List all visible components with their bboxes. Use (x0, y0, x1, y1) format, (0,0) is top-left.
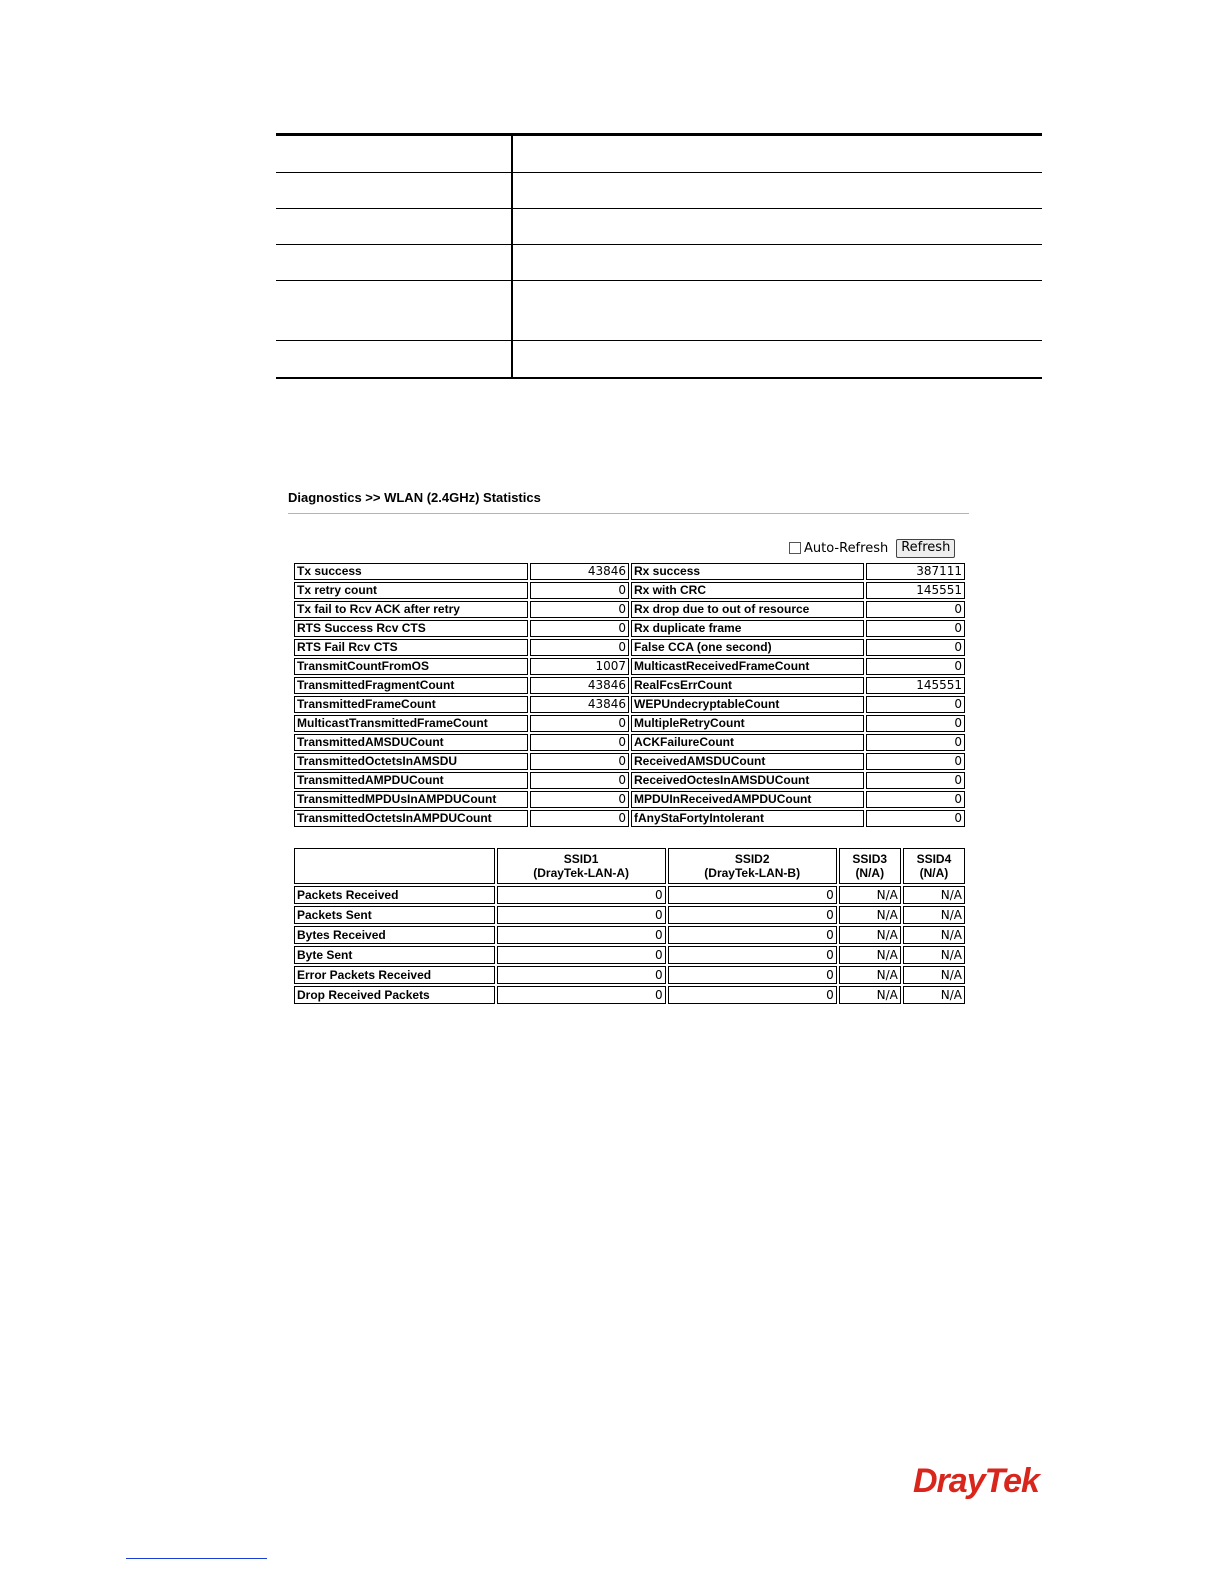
doc-table-row (276, 341, 1042, 377)
stats-row (294, 639, 965, 656)
ssid-row-label: Error Packets Received (294, 966, 495, 984)
stat-value: 0 (530, 582, 629, 599)
stats-row (294, 601, 965, 618)
stats-row (294, 810, 965, 827)
stat-value: 43846 (530, 677, 629, 694)
stat-value: 0 (866, 639, 965, 656)
stat-label: TransmittedOctetsInAMSDU (294, 753, 528, 770)
ssid-row-label: Drop Received Packets (294, 986, 495, 1004)
stat-value: 0 (866, 734, 965, 751)
ssid-row-label: Packets Sent (294, 906, 495, 924)
title-divider (288, 513, 969, 514)
document-table (276, 133, 1042, 379)
stat-label: RTS Fail Rcv CTS (294, 639, 528, 656)
ssid-row (294, 986, 965, 1004)
stats-row (294, 715, 965, 732)
ssid-value: N/A (903, 946, 965, 964)
stats-row (294, 772, 965, 789)
stat-label: ACKFailureCount (631, 734, 864, 751)
ssid-row (294, 946, 965, 964)
stat-value: 43846 (530, 563, 629, 580)
ssid-row (294, 926, 965, 944)
ssid-row (294, 906, 965, 924)
ssid-value: N/A (839, 926, 901, 944)
ssid-header: SSID3 (N/A) (839, 848, 901, 884)
stat-value: 0 (530, 639, 629, 656)
ssid-value: N/A (839, 946, 901, 964)
ssid-value: N/A (903, 906, 965, 924)
stat-value: 0 (530, 772, 629, 789)
ssid-row (294, 966, 965, 984)
auto-refresh-label: Auto-Refresh (804, 540, 889, 556)
ssid-row-label: Byte Sent (294, 946, 495, 964)
stat-label: Rx success (631, 563, 864, 580)
ssid-stats-table (292, 846, 967, 1006)
doc-table-row (276, 245, 1042, 281)
stat-value: 0 (866, 620, 965, 637)
stat-label: Tx success (294, 563, 528, 580)
stat-value: 0 (866, 658, 965, 675)
stat-value: 0 (866, 810, 965, 827)
stat-value: 0 (530, 715, 629, 732)
stat-value: 0 (530, 734, 629, 751)
doc-table-row (276, 173, 1042, 209)
ssid-value: 0 (668, 986, 837, 1004)
ssid-header-row (294, 848, 965, 884)
ssid-value: N/A (839, 886, 901, 904)
stat-label: TransmittedMPDUsInAMPDUCount (294, 791, 528, 808)
ssid-value: 0 (668, 926, 837, 944)
stat-label: WEPUndecryptableCount (631, 696, 864, 713)
ssid-value: N/A (903, 926, 965, 944)
doc-table-row (276, 209, 1042, 245)
stats-row (294, 620, 965, 637)
stats-row (294, 734, 965, 751)
stat-value: 145551 (866, 582, 965, 599)
stat-label: TransmittedAMSDUCount (294, 734, 528, 751)
stat-label: TransmitCountFromOS (294, 658, 528, 675)
ssid-value: 0 (668, 966, 837, 984)
stat-label: Tx fail to Rcv ACK after retry (294, 601, 528, 618)
ssid-value: N/A (839, 966, 901, 984)
ssid-value: 0 (668, 946, 837, 964)
ssid-row-label: Bytes Received (294, 926, 495, 944)
refresh-button[interactable]: Refresh (896, 539, 955, 558)
stat-label: TransmittedFrameCount (294, 696, 528, 713)
stats-row (294, 582, 965, 599)
doc-table-row (276, 281, 1042, 341)
ssid-value: N/A (903, 966, 965, 984)
stat-value: 0 (530, 791, 629, 808)
ssid-value: N/A (839, 986, 901, 1004)
stat-label: MulticastReceivedFrameCount (631, 658, 864, 675)
stat-value: 0 (530, 810, 629, 827)
auto-refresh-checkbox[interactable] (789, 542, 801, 554)
ssid-value: 0 (497, 906, 666, 924)
ssid-header: SSID4 (N/A) (903, 848, 965, 884)
stat-value: 145551 (866, 677, 965, 694)
stats-row (294, 791, 965, 808)
refresh-toolbar (789, 539, 955, 557)
ssid-value: N/A (903, 886, 965, 904)
stat-value: 0 (866, 753, 965, 770)
stat-label: ReceivedOctesInAMSDUCount (631, 772, 864, 789)
stats-row (294, 563, 965, 580)
stat-label: fAnyStaFortyIntolerant (631, 810, 864, 827)
ssid-value: N/A (903, 986, 965, 1004)
wlan-stats-table (292, 561, 967, 829)
stats-row (294, 696, 965, 713)
ssid-header-corner (294, 848, 495, 884)
stat-value: 43846 (530, 696, 629, 713)
footer-link-underline (126, 1558, 267, 1559)
stat-value: 0 (866, 772, 965, 789)
stat-label: Rx duplicate frame (631, 620, 864, 637)
stat-label: Rx drop due to out of resource (631, 601, 864, 618)
draytek-logo: DrayTek (913, 1462, 1039, 1500)
stat-label: TransmittedOctetsInAMPDUCount (294, 810, 528, 827)
stat-value: 0 (866, 696, 965, 713)
stat-value: 0 (866, 601, 965, 618)
ssid-value: 0 (497, 966, 666, 984)
stat-label: MPDUInReceivedAMPDUCount (631, 791, 864, 808)
stat-value: 0 (866, 715, 965, 732)
ssid-value: 0 (668, 886, 837, 904)
ssid-header: SSID2 (DrayTek-LAN-B) (668, 848, 837, 884)
page-title: Diagnostics >> WLAN (2.4GHz) Statistics (288, 490, 541, 505)
stat-value: 0 (530, 753, 629, 770)
stat-value: 0 (530, 601, 629, 618)
stat-label: MulticastTransmittedFrameCount (294, 715, 528, 732)
stat-value: 387111 (866, 563, 965, 580)
stat-label: MultipleRetryCount (631, 715, 864, 732)
stat-label: ReceivedAMSDUCount (631, 753, 864, 770)
ssid-value: 0 (497, 926, 666, 944)
ssid-value: 0 (497, 946, 666, 964)
stat-label: False CCA (one second) (631, 639, 864, 656)
stat-label: Rx with CRC (631, 582, 864, 599)
stats-row (294, 677, 965, 694)
ssid-value: 0 (497, 886, 666, 904)
stats-row (294, 658, 965, 675)
ssid-row-label: Packets Received (294, 886, 495, 904)
stat-label: RealFcsErrCount (631, 677, 864, 694)
stat-value: 1007 (530, 658, 629, 675)
stat-label: RTS Success Rcv CTS (294, 620, 528, 637)
stat-label: Tx retry count (294, 582, 528, 599)
ssid-value: 0 (668, 906, 837, 924)
stats-row (294, 753, 965, 770)
ssid-value: N/A (839, 906, 901, 924)
ssid-header: SSID1 (DrayTek-LAN-A) (497, 848, 666, 884)
doc-table-header-row (276, 136, 1042, 173)
stat-value: 0 (866, 791, 965, 808)
ssid-row (294, 886, 965, 904)
stat-label: TransmittedAMPDUCount (294, 772, 528, 789)
ssid-value: 0 (497, 986, 666, 1004)
stat-value: 0 (530, 620, 629, 637)
stat-label: TransmittedFragmentCount (294, 677, 528, 694)
